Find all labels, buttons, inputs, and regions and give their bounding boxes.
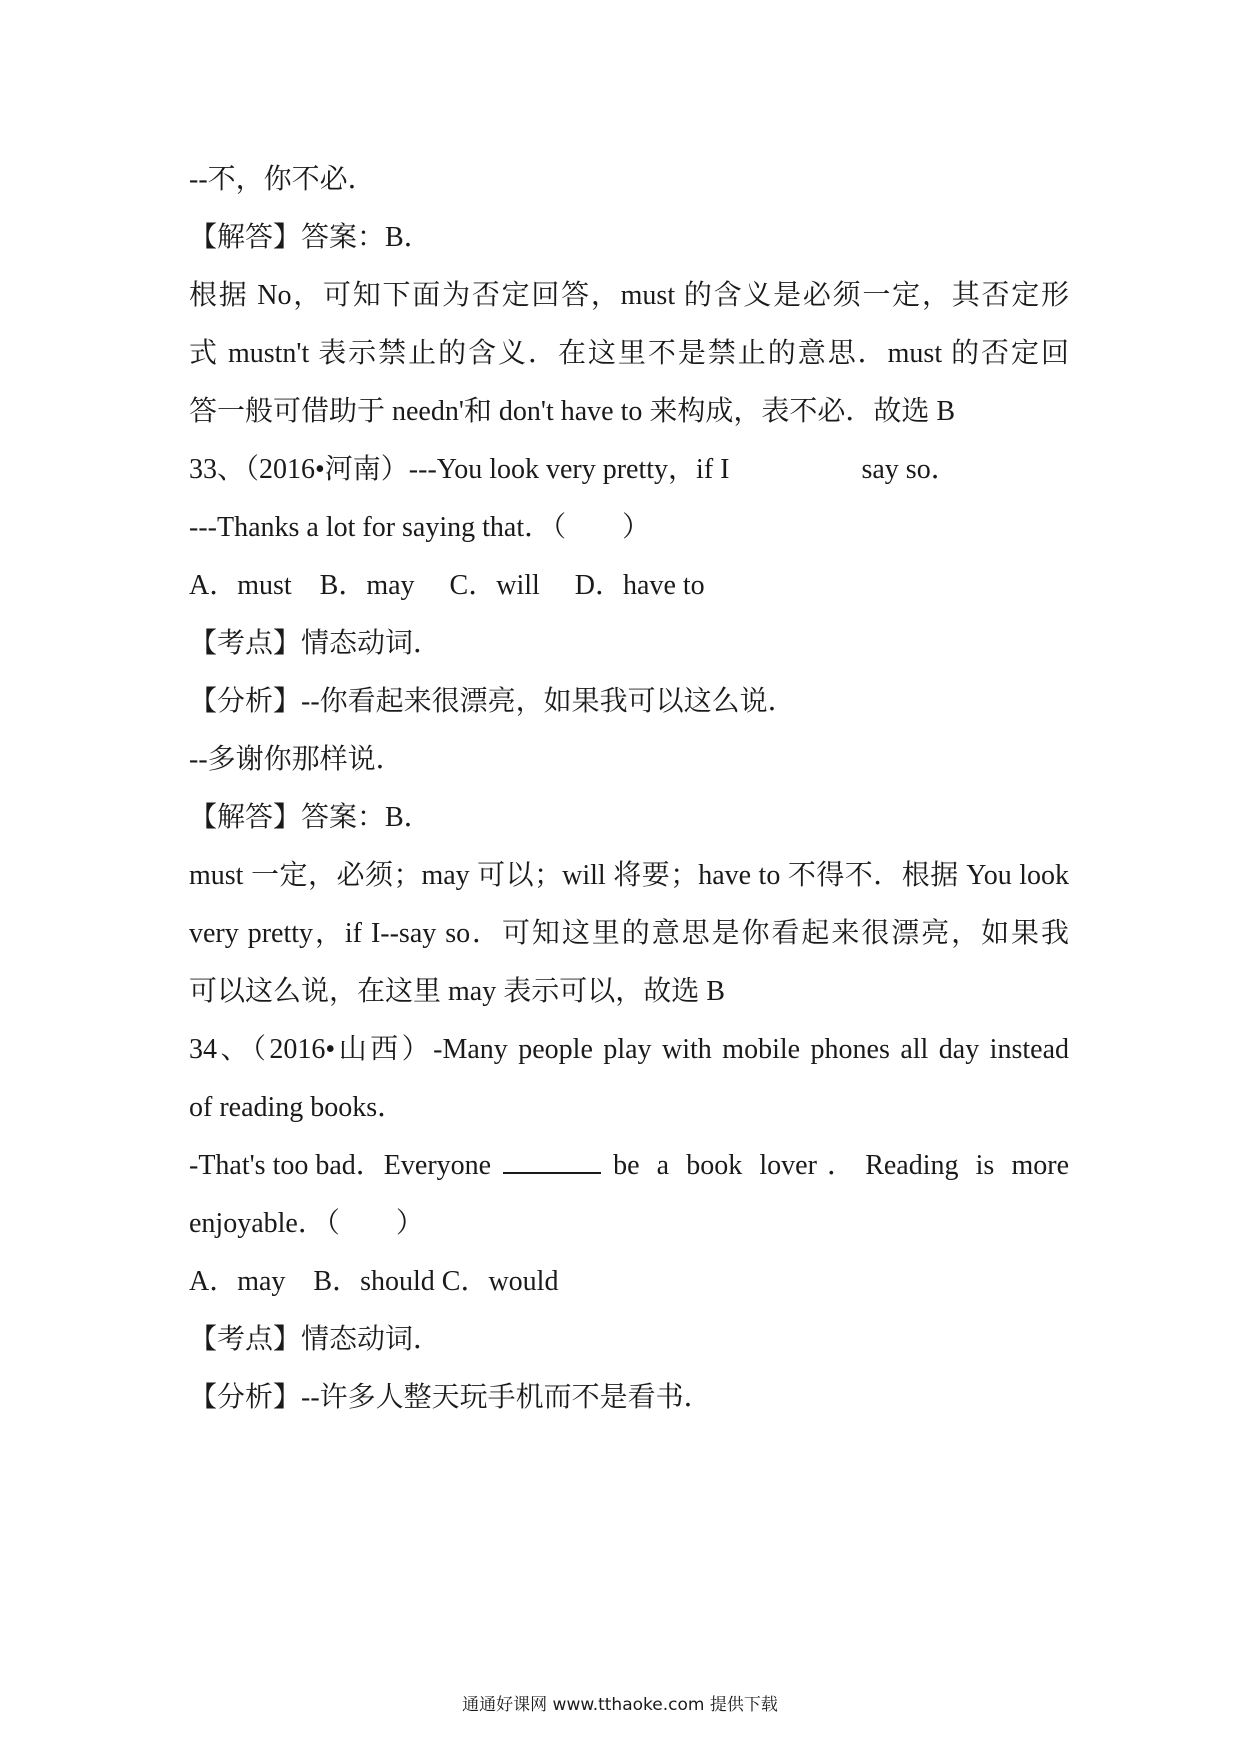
explanation-line: 根据 No，可知下面为否定回答，must 的含义是必须一定，其否定形 bbox=[189, 280, 1069, 311]
question-33-stem bbox=[189, 450, 1069, 490]
explanation-line: very pretty，if I--say so．可知这里的意思是你看起来很漂亮，如果我 bbox=[189, 918, 1069, 949]
question-34-reply bbox=[189, 1146, 1069, 1186]
key-point-heading: 【考点】情态动词． bbox=[189, 628, 442, 659]
answer-heading: 【解答】答案：B． bbox=[189, 222, 432, 253]
analysis-line: --不，你不必． bbox=[189, 164, 376, 195]
question-34-text-end: be a book lover．Reading is more bbox=[613, 1150, 1069, 1181]
analysis-heading: 【分析】--许多人整天玩手机而不是看书． bbox=[189, 1382, 712, 1413]
question-33-text: 33、（2016•河南）---You look very pretty，if I bbox=[189, 454, 730, 485]
question-34-text: -That's too bad．Everyone bbox=[189, 1150, 492, 1181]
question-34-stem: 34、（2016•山西）-Many people play with mobile phones all day instead bbox=[189, 1034, 1069, 1065]
page-footer: 通通好课网 www.tthaoke.com 提供下载 bbox=[462, 1695, 778, 1715]
key-point-heading: 【考点】情态动词． bbox=[189, 1324, 442, 1355]
explanation-line: 式 mustn't 表示禁止的含义．在这里不是禁止的意思．must 的否定回 bbox=[189, 338, 1069, 369]
answer-blank bbox=[503, 1146, 601, 1174]
answer-heading: 【解答】答案：B． bbox=[189, 802, 432, 833]
analysis-heading: 【分析】--你看起来很漂亮，如果我可以这么说． bbox=[189, 686, 796, 717]
question-34-stem: of reading books． bbox=[189, 1092, 406, 1123]
question-33-reply: ---Thanks a lot for saying that．（ ） bbox=[189, 512, 651, 543]
explanation-line: must 一定，必须；may 可以；will 将要；have to 不得不．根据 You look bbox=[189, 860, 1069, 891]
question-33-options: A．must B．may C．will D．have to bbox=[189, 570, 705, 601]
analysis-line: --多谢你那样说． bbox=[189, 744, 404, 775]
explanation-line: 可以这么说，在这里 may 表示可以，故选 B bbox=[189, 976, 725, 1007]
explanation-line: 答一般可借助于 needn'和 don't have to 来构成，表不必．故选 B bbox=[189, 396, 956, 427]
question-33-text-end: say so． bbox=[861, 454, 959, 485]
question-34-options: A．may B．should C．would bbox=[189, 1266, 559, 1297]
question-34-reply: enjoyable．（ ） bbox=[189, 1208, 424, 1239]
